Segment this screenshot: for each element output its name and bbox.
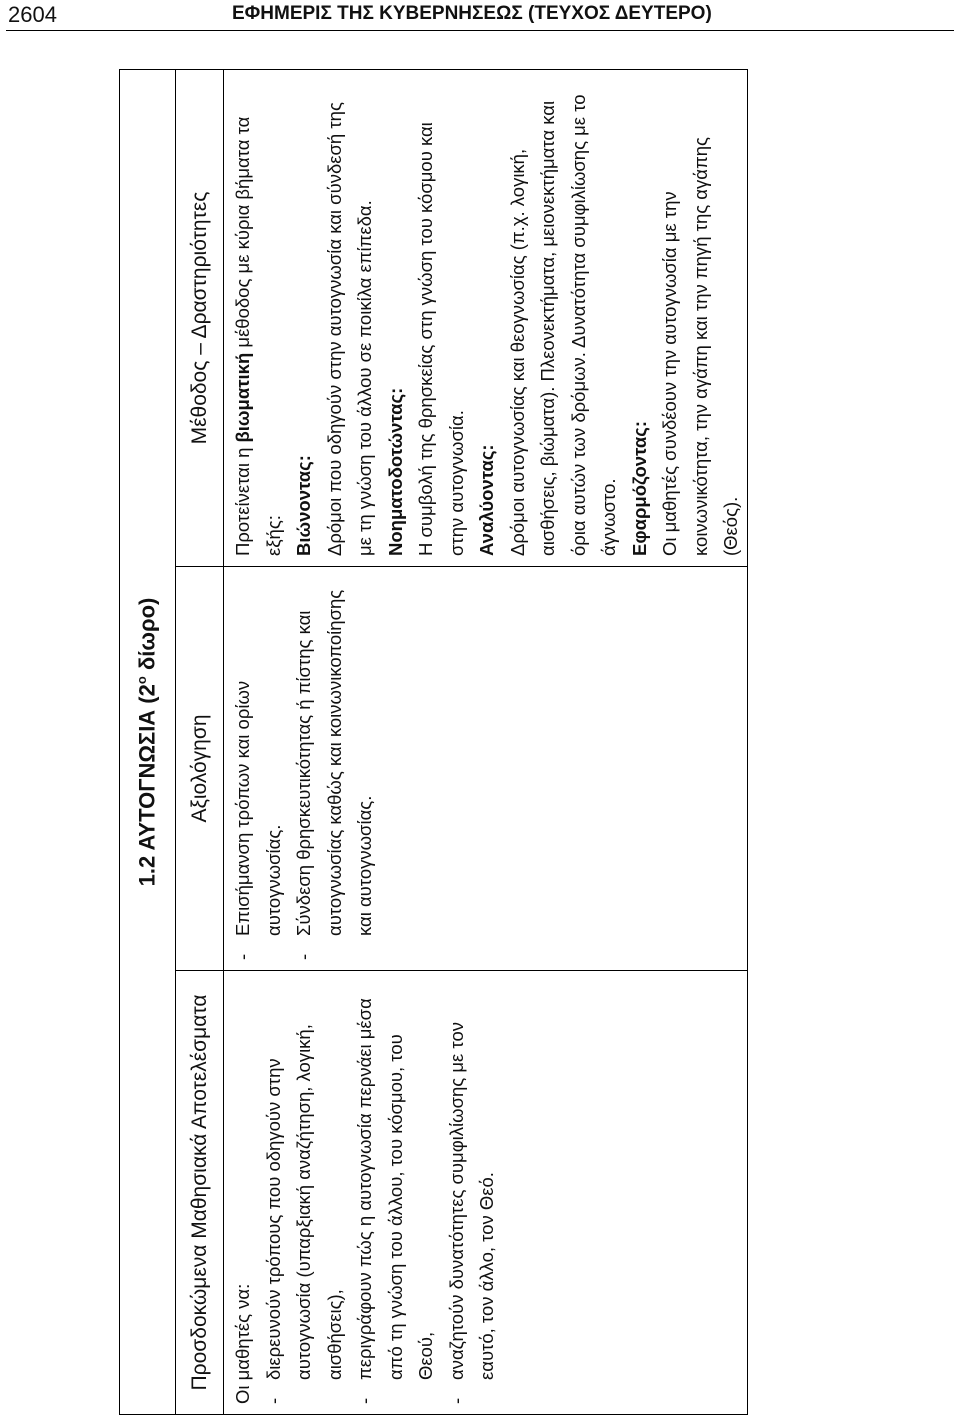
method-intro: Προτείνεται η βιωματική μέθοδος με κύρια βήματα τα εξής: — [232, 116, 284, 556]
page-header — [0, 0, 960, 30]
step-label: Νοηματοδοτώντας: — [384, 387, 406, 556]
step-label: Αναλύοντας: — [476, 444, 497, 556]
header-rule — [6, 30, 954, 31]
step-label: Εφαρμόζοντας: — [628, 421, 650, 556]
column-header-outcomes: Προσδοκώμενα Μαθησιακά Αποτελέσματα — [176, 971, 224, 1415]
outcomes-cell — [224, 971, 748, 1415]
assessment-item: - Σύνδεση θρησκευτικότητας ή πίστης και αυτογνωσίας καθώς και κοινωνικοποίησης και αυτογνωσίας. — [293, 589, 375, 960]
method-cell — [224, 69, 748, 566]
outcome-item: - διερευνούν τρόπους που οδηγούν στην αυτογνωσία (υπαρξιακή αναζήτηση, λογική, αισθήσεις), — [262, 1024, 345, 1404]
column-header-method: Μέθοδος – Δραστηριότητες — [176, 69, 224, 566]
gazette-title: ΕΦΗΜΕΡΙΣ ΤΗΣ ΚΥΒΕΡΝΗΣΕΩΣ (ΤΕΥΧΟΣ ΔΕΥΤΕΡΟ) — [232, 3, 712, 24]
page-number: 2604 — [8, 2, 57, 27]
step-text: Οι μαθητές συνδέουν την αυτογνωσία με την κοινωνικότητα, την αγάπη και την πηγή της αγάπης (Θεός). — [659, 137, 741, 556]
rotated-table-container — [119, 70, 741, 1415]
outcome-item: - αναζητούν δυνατότητες συμφιλίωσης με τον εαυτό, τον άλλο, τον Θεό. — [445, 1022, 497, 1404]
outcome-item: - περιγράφουν πώς η αυτογνωσία περνάει μέσα από τη γνώση του άλλου, του κόσμου, του Θεού, — [354, 998, 436, 1404]
curriculum-table — [119, 69, 748, 1415]
step-text: Δρόμοι αυτογνωσίας και θεογνωσίας (π.χ. λογική, αισθήσεις, βιώματα). Πλεονεκτήματα, μειονεκτήματα και όρια αυτών των δρόμων. Δυνατότητα συμφιλίωσης με το άγνωστο. — [506, 94, 619, 556]
step-text: Δρόμοι που οδηγούν στην αυτογνωσία και σύνδεσή της με τη γνώση του άλλου σε ποικίλα επίπεδα. — [323, 102, 375, 556]
column-header-assessment: Αξιολόγηση — [176, 567, 224, 971]
step-text: Η συμβολή της θρησκείας στη γνώση του κόσμου και στην αυτογνωσία. — [415, 122, 467, 556]
step-label: Βιώνοντας: — [293, 455, 314, 556]
outcomes-intro: Οι μαθητές να: — [232, 1283, 253, 1404]
assessment-item: - Επισήμανση τρόπων και ορίων αυτογνωσίας. — [232, 680, 284, 960]
table-title: 1.2 ΑΥΤΟΓΝΩΣΙΑ ($2^o$ δίωρο) — [120, 69, 176, 1414]
assessment-cell — [224, 567, 748, 971]
